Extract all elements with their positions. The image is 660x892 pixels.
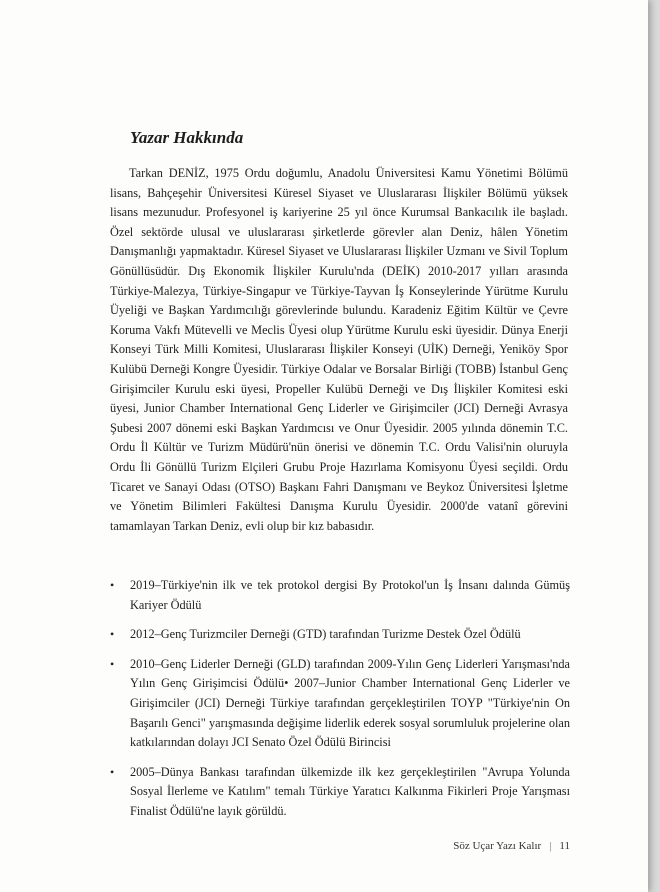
bullet-icon: • <box>110 578 115 592</box>
award-item <box>110 655 570 753</box>
bullet-icon: • <box>110 656 115 671</box>
award-item <box>110 763 570 822</box>
bullet-icon: • <box>110 627 115 642</box>
page-number: 11 <box>559 840 570 852</box>
award-text: 2019–Türkiye'nin ilk ve tek protokol dergisi By Protokol'un İş İnsanı dalında Gümüş Kariyer Ödülü <box>130 578 570 612</box>
section-heading: Yazar Hakkında <box>130 128 244 147</box>
award-text: 2005–Dünya Bankası tarafından ülkemizde ilk kez gerçekleştirilen "Avrupa Yolunda Sosyal İlerleme ve Katılım" temalı Türkiye Yaratıcı Kalkınma Fikirleri Proje Yarışması Finalist Ödülü'ne layık görüldü. <box>130 764 570 818</box>
award-item <box>110 576 570 615</box>
award-text: 2012–Genç Turizmciler Derneği (GTD) tarafından Turizme Destek Özel Ödülü <box>130 627 521 642</box>
bullet-icon: • <box>110 764 115 779</box>
footer-book-title: Söz Uçar Yazı Kalır <box>453 840 542 852</box>
award-text: 2010–Genç Liderler Derneği (GLD) tarafından 2009-Yılın Genç Liderleri Yarışması'nda Yılın Genç Girişimcisi Ödülü• 2007–Junior Chamber International Genç Liderler ve Girişimciler (JCI) Derneği Türkiye tarafından gerçekleştirilen TOYP "Türkiye'nin On Başarılı Genci" yarışmasında değişime liderlik ederek sosyal sorumluluk projelerine olan katkılarından dolayı JCI Senato Özel Ödülü Birincisi <box>130 656 570 750</box>
author-bio-paragraph: Tarkan DENİZ, 1975 Ordu doğumlu, Anadolu Üniversitesi Kamu Yönetimi Bölümü lisans, Bahçeşehir Üniversitesi Küresel Siyaset ve Uluslararası İlişkiler Bölümü yüksek lisans mezunudur. Profesyonel iş kariyerine 25 yıl önce Kurumsal Bankacılık ile başladı. Özel sektörde ulusal ve uluslararası şirketlerde görevler alan Deniz, hâlen Yönetim Danışmanlığı yapmaktadır. Küresel Siyaset ve Uluslararası İlişkiler Uzmanı ve Sivil Toplum Gönüllüsüdür. Dış Ekonomik İlişkiler Kurulu'nda (DEİK) 2010-2017 yılları arasında Türkiye-Malezya, Türkiye-Singapur ve Türkiye-Tayvan İş Konseylerinde Yürütme Kurulu Üyeliği ve Başkan Yardımcılığı görevlerinde bulundu. Karadeniz Eğitim Kültür ve Çevre Koruma Vakfı Mütevelli ve Meclis Üyesi olup Yürütme Kurulu eski üyesidir. Dünya Enerji Konseyi Türk Milli Komitesi, Uluslararası İlişkiler Konseyi (UİK) Derneği, Yeniköy Spor Kulübü Derneği Kongre Üyesidir. Türkiye Odalar ve Borsalar Birliği (TOBB) İstanbul Genç Girişimciler Kurulu eski üyesi, Propeller Kulübü Derneği ve Dış İlişkiler Komitesi eski üyesi, Junior Chamber International Genç Liderler ve Girişimciler (JCI) Derneği Avrasya Şubesi 2007 dönemi eski Başkan Yardımcısı ve Onur Üyesidir. 2005 yılında dönemin T.C. Ordu İl Kültür ve Turizm Müdürü'nün önerisi ve dönemin T.C. Ordu Valisi'nin oluruyla Ordu İli Gönüllü Turizm Elçileri Grubu Proje Hazırlama Komisyonu Üyesi seçildi. Ordu Ticaret ve Sanayi Odası (OTSO) Başkanı Fahri Danışmanı ve Beykoz Üniversitesi İşletme ve Yönetim Bilimleri Fakültesi Danışma Kurulu Üyesidir. 2000'de vatanî görevini tamamlayan Tarkan Deniz, evli olup bir kız babasıdır. <box>110 166 568 533</box>
awards-list <box>110 576 570 832</box>
footer-separator: | <box>549 840 552 852</box>
award-item <box>110 625 570 645</box>
page-footer <box>453 840 570 852</box>
